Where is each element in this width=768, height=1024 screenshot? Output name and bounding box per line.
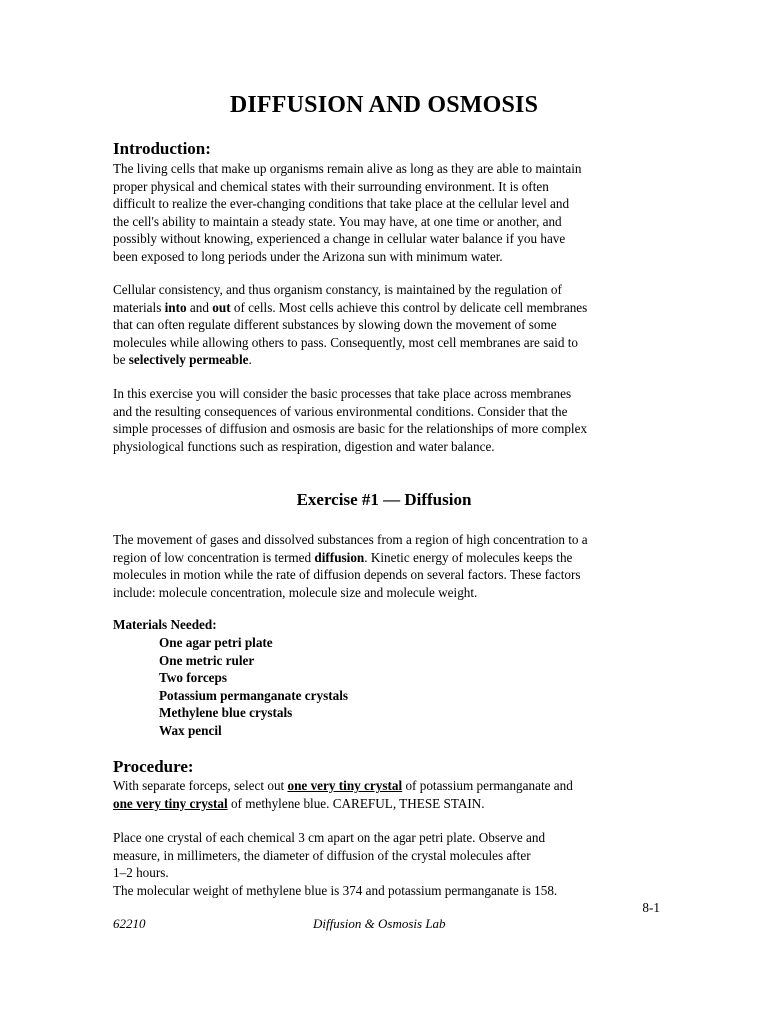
text-line: difficult to realize the ever-changing conditions that take place at the cellular level and: [113, 196, 570, 212]
text-line: that can often regulate different substances by slowing down the movement of some: [113, 317, 557, 333]
page-title: DIFFUSION AND OSMOSIS: [229, 92, 539, 118]
list-item: One metric ruler: [159, 652, 255, 668]
text-line: Cellular consistency, and thus organism constancy, is maintained by the regulation of: [113, 282, 562, 297]
text-line: molecules while allowing others to pass. Consequently, most cell membranes are said to: [113, 334, 579, 350]
list-item: Potassium permanganate crystals: [159, 687, 349, 703]
emphasis-tiny-crystal: one very tiny crystal: [113, 795, 228, 811]
text-line: physiological functions such as respiration, digestion and water balance.: [113, 438, 495, 454]
procedure-paragraph-2: [113, 829, 673, 899]
emphasis-selectively-permeable: selectively permeable: [128, 352, 249, 368]
procedure-heading: Procedure:: [113, 757, 194, 776]
text-line: In this exercise you will consider the basic processes that take place across membranes: [113, 386, 572, 401]
introduction-heading: Introduction:: [113, 139, 211, 158]
text-line: The living cells that make up organisms remain alive as long as they are able to maintain: [113, 161, 582, 176]
page-number: 8-1: [642, 900, 660, 915]
intro-paragraph-3: [113, 385, 673, 455]
exercise-paragraph: [113, 531, 673, 601]
text-line: be selectively permeable.: [113, 352, 252, 368]
text-line: With separate forceps, select out one very tiny crystal of potassium permanganate and: [113, 778, 573, 793]
procedure-paragraph-1: [113, 777, 673, 812]
emphasis-tiny-crystal: one very tiny crystal: [287, 778, 403, 793]
text-line: 1–2 hours.: [113, 865, 169, 881]
text-line: been exposed to long periods under the Arizona sun with minimum water.: [113, 248, 503, 264]
intro-paragraph-2: [113, 281, 673, 369]
text-line: include: molecule concentration, molecule size and molecule weight.: [113, 584, 478, 600]
text-line: possibly without knowing, experienced a change in cellular water balance if you have: [113, 231, 566, 247]
list-item: Methylene blue crystals: [159, 705, 293, 721]
list-item: Wax pencil: [159, 722, 222, 738]
materials-list: [159, 634, 348, 740]
materials-heading: Materials Needed:: [113, 617, 217, 632]
text-line: proper physical and chemical states with their surrounding environment. It is often: [113, 178, 549, 194]
text-line: measure, in millimeters, the diameter of diffusion of the crystal molecules after: [113, 847, 531, 863]
text-line: one very tiny crystal of methylene blue. CAREFUL, THESE STAIN.: [113, 795, 485, 811]
emphasis-into: into: [164, 299, 187, 315]
text-line: Place one crystal of each chemical 3 cm apart on the agar petri plate. Observe and: [113, 830, 546, 845]
intro-paragraph-1: [113, 160, 673, 266]
emphasis-diffusion: diffusion: [314, 549, 365, 565]
document-code: 62210: [113, 916, 146, 931]
text-line: and the resulting consequences of various environmental conditions. Consider that the: [113, 403, 568, 419]
text-line: The molecular weight of methylene blue is 374 and potassium permanganate is 158.: [113, 882, 558, 898]
text-line: molecules in motion while the rate of diffusion depends on several factors. These factors: [113, 567, 581, 583]
footer-title: Diffusion & Osmosis Lab: [313, 916, 446, 931]
text-line: materials into and out of cells. Most cells achieve this control by delicate cell membranes: [113, 299, 588, 315]
text-line: The movement of gases and dissolved substances from a region of high concentration to a: [113, 532, 588, 547]
text-line: region of low concentration is termed diffusion. Kinetic energy of molecules keeps the: [113, 549, 573, 565]
text-line: the cell's ability to maintain a steady state. You may have, at one time or another, and: [113, 213, 562, 229]
text-line: simple processes of diffusion and osmosis are basic for the relationships of more complex: [113, 421, 588, 437]
list-item: One agar petri plate: [159, 635, 273, 650]
emphasis-out: out: [212, 299, 231, 315]
list-item: Two forceps: [159, 670, 228, 686]
exercise-heading: Exercise #1 — Diffusion: [296, 490, 472, 509]
